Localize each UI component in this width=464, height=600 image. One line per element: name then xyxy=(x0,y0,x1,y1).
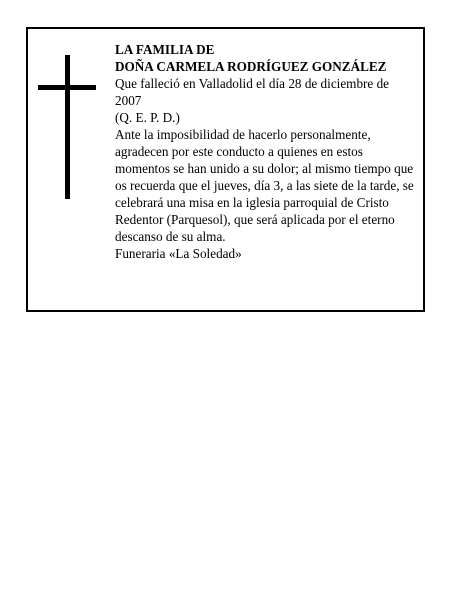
death-statement: Que falleció en Valladolid el día 28 de diciembre de 2007 xyxy=(115,76,390,108)
cross-vertical-bar xyxy=(65,55,70,199)
funeral-home: Funeraria «La Soledad» xyxy=(115,246,242,261)
cross-horizontal-bar xyxy=(38,85,96,90)
obituary-notice xyxy=(26,27,425,312)
heading-family: LA FAMILIA DE xyxy=(115,42,215,57)
notice-text xyxy=(115,41,415,262)
heading-deceased-name: DOÑA CARMELA RODRÍGUEZ GONZÁLEZ xyxy=(115,59,387,74)
cross-icon xyxy=(38,55,96,199)
notice-body: Ante la imposibilidad de hacerlo personalmente, agradecen por este conducto a quienes en estos momentos se han unido a su dolor; al mismo tiempo que os recuerda que el jueves, día 3, a las siete de la tarde, se celebrará una misa en la iglesia parroquial de Cristo Redentor (Parquesol), que será aplicada por el eterno descanso de su alma. xyxy=(115,127,414,244)
rip-abbreviation: (Q. E. P. D.) xyxy=(115,110,180,125)
